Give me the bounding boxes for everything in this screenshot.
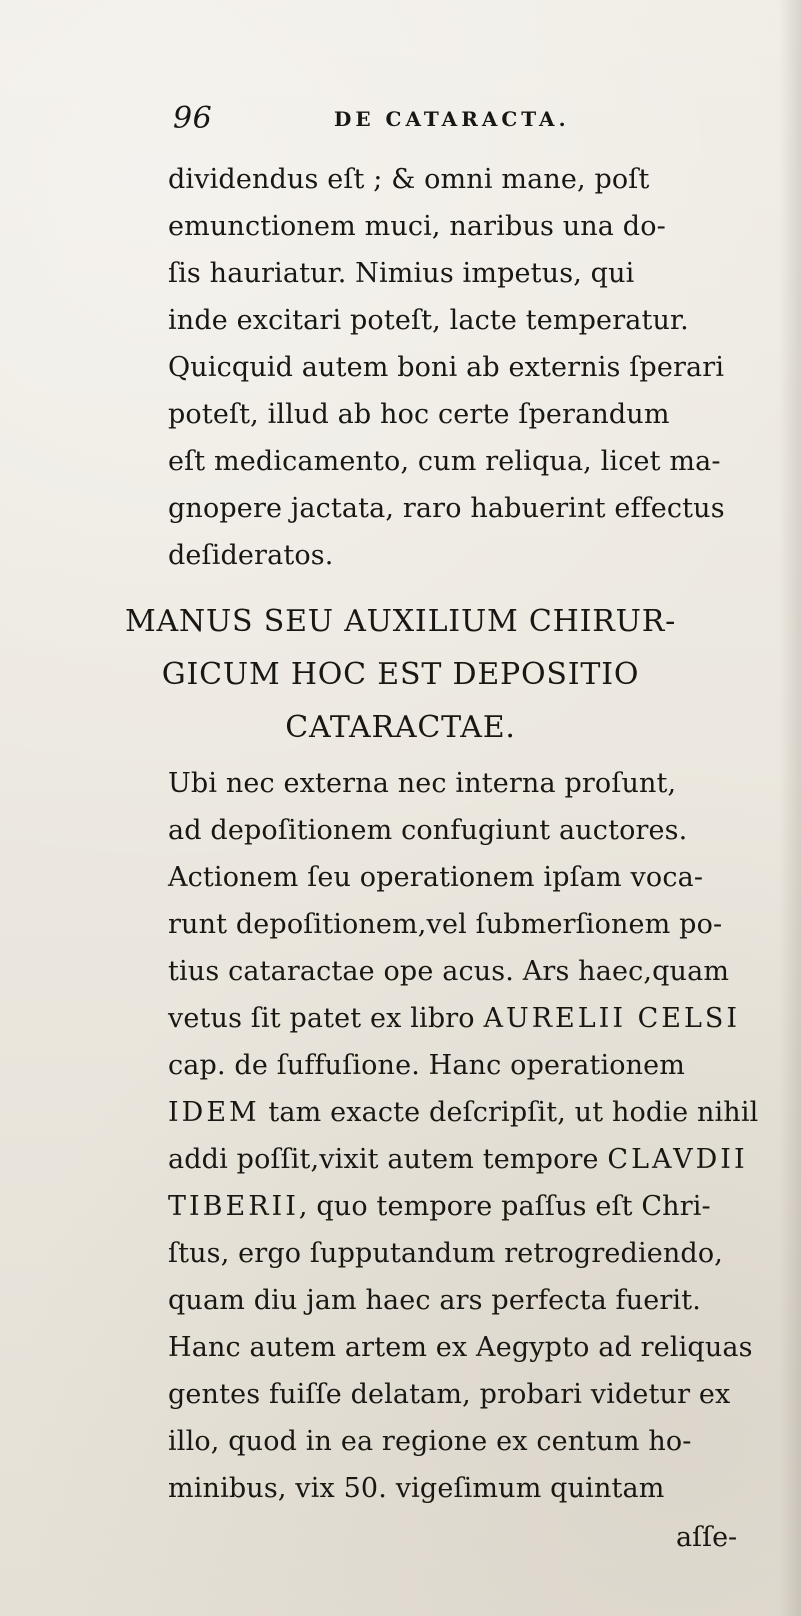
paragraph-2-line-2: ad depoſitionem confugiunt auctores.	[168, 815, 688, 846]
paragraph-1-line-2: emunctionem muci, naribus una do-	[168, 211, 666, 242]
paragraph-2-line-9	[168, 1146, 758, 1173]
paragraph-2-line-9-text: addi poſſit,vixit autem tempore	[168, 1144, 608, 1175]
paragraph-2-line-15: illo, quod in ea regione ex centum ho-	[168, 1426, 692, 1457]
paragraph-1-line-3: ſis hauriatur. Nimius impetus, qui	[168, 258, 635, 289]
author-name-aurelius-celsus: AURELII CELSI	[483, 1003, 741, 1034]
paragraph-1-line-7: eſt medicamento, cum reliqua, licet ma-	[168, 446, 721, 477]
paragraph-2-line-4: runt depoſitionem,vel ſubmerſionem po-	[168, 909, 723, 940]
paragraph-2-line-10-text: , quo tempore paſſus eſt Chri-	[298, 1191, 711, 1222]
paragraph-1-line-6: poteſt, illud ab hoc certe ſperandum	[168, 399, 670, 430]
paragraph-1-line-1: dividendus eſt ; & omni mane, poſt	[168, 164, 650, 195]
section-heading-line-2: GICUM HOC EST DEPOSITIO	[161, 657, 640, 692]
paragraph-2-line-13: Hanc autem artem ex Aegypto ad reliquas	[168, 1332, 753, 1363]
page-header	[173, 96, 693, 138]
paragraph-2-line-6-text: vetus ſit patet ex libro	[168, 1003, 475, 1034]
paragraph-2-line-6	[168, 1005, 758, 1032]
paragraph-1-line-9: deſideratos.	[168, 540, 334, 571]
paragraph-2-line-12: quam diu jam haec ars perfecta fuerit.	[168, 1285, 701, 1316]
paragraph-2-line-5: tius cataractae ope acus. Ars haec,quam	[168, 956, 730, 987]
emperor-name-tiberius: TIBERII	[168, 1191, 299, 1222]
page-edge-shadow	[779, 0, 801, 1616]
paragraph-2-line-16: minibus, vix 50. vigeſimum quintam	[168, 1473, 665, 1504]
paragraph-2-line-1: Ubi nec externa nec interna proſunt,	[168, 768, 677, 799]
paragraph-2-line-14: gentes fuiſſe delatam, probari videtur ex	[168, 1379, 731, 1410]
paragraph-2-line-8-text: tam exacte deſcripſit, ut hodie nihil	[259, 1097, 759, 1128]
paragraph-2-line-10	[168, 1193, 758, 1220]
emperor-name-claudius: CLAVDII	[607, 1144, 748, 1175]
paragraph-2-line-8	[168, 1099, 758, 1126]
paragraph-1-line-4: inde excitari poteſt, lacte temperatur.	[168, 305, 689, 336]
paragraph-1-line-8: gnopere jactata, raro habuerint effectus	[168, 493, 725, 524]
section-heading-line-3: CATARACTAE.	[285, 710, 516, 745]
page-number: 96	[173, 101, 213, 136]
catchword: aſſe-	[676, 1522, 738, 1553]
paragraph-1-line-5: Quicquid autem boni ab externis ſperari	[168, 352, 725, 383]
paragraph-2-line-7: cap. de ſuffuſione. Hanc operationem	[168, 1050, 686, 1081]
running-head: DE CATARACTA.	[334, 107, 570, 131]
paragraph-2-line-11: ſtus, ergo ſupputandum retrogrediendo,	[168, 1238, 723, 1269]
paragraph-2-line-3: Actionem ſeu operationem ipſam voca-	[168, 862, 704, 893]
author-name-idem: IDEM	[168, 1097, 260, 1128]
section-heading-line-1: MANUS SEU AUXILIUM CHIRUR-	[124, 604, 677, 639]
